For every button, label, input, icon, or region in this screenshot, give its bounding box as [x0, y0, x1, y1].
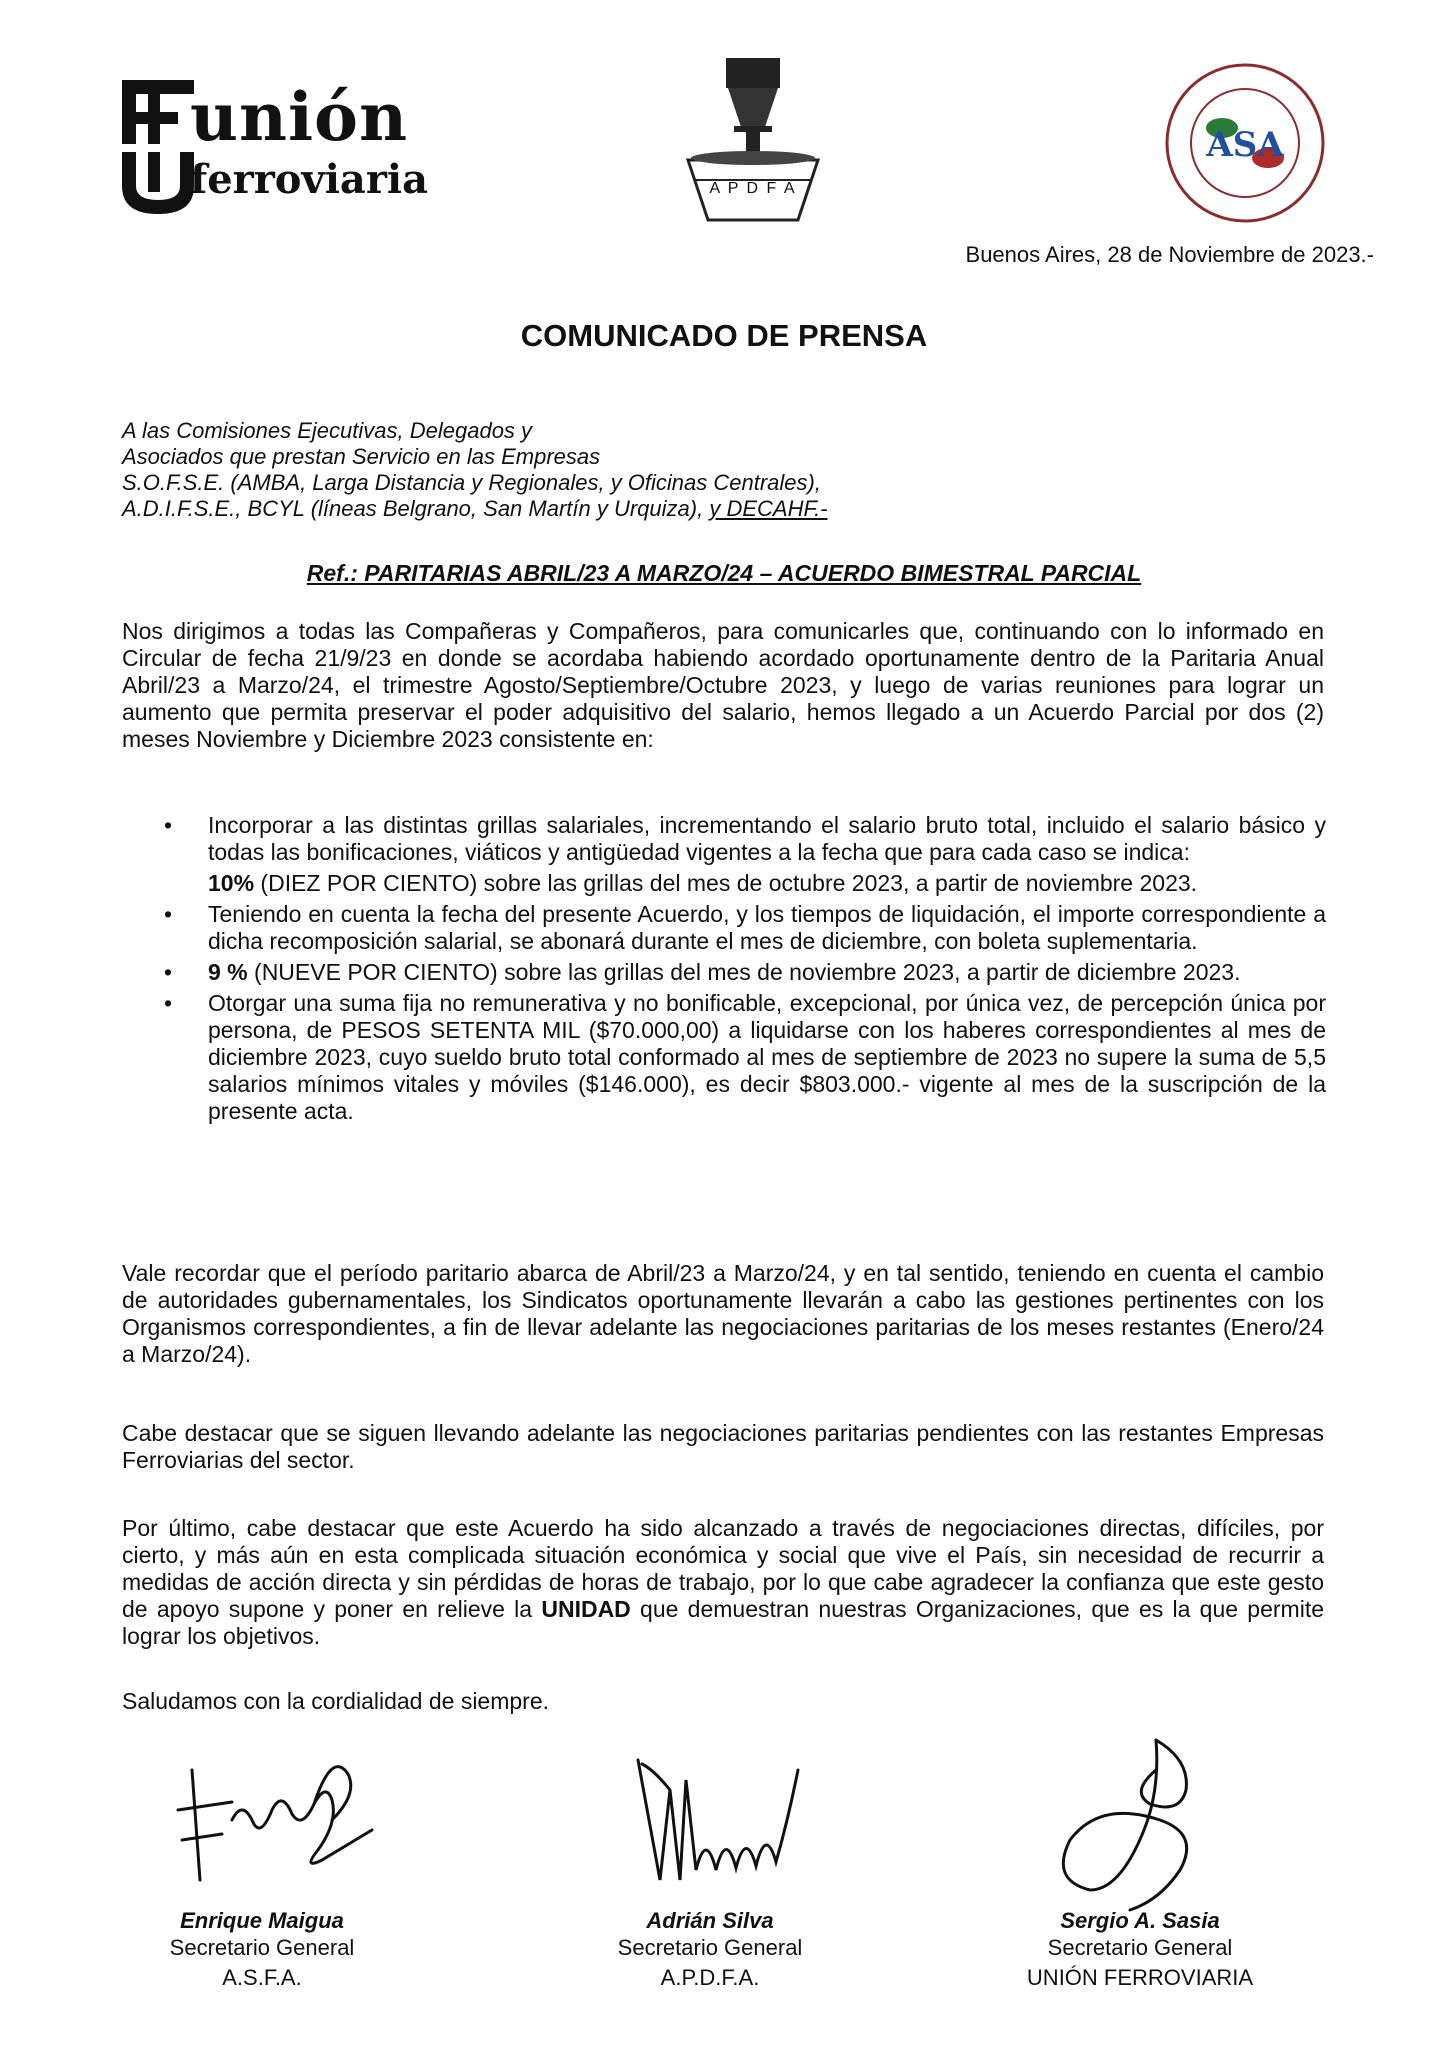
signatory-name: Sergio A. Sasia	[1060, 1908, 1220, 1933]
handwritten-signature-icon	[530, 1730, 890, 1900]
signatory-organization: UNIÓN FERROVIARIA	[1026, 1965, 1254, 1990]
handwritten-signature-icon	[82, 1730, 442, 1900]
logo-ferroviaria-word: ferroviaria	[190, 156, 429, 203]
bullet-text: Otorgar una suma fija no remunerativa y no bonificable, excepcional, por única vez, de percepción única por persona, de PESOS SETENTA MIL ($70.000,00) a liquidarse con los haberes correspondientes al mes de diciembre 2023, cuyo sueldo bruto total conformado al mes de septiembre de 2023 no supere la suma de 5,5 salarios mínimos vitales y móviles ($146.000), es decir $803.000.- vigente al mes de la suscripción de la presente acta.	[208, 990, 1326, 1124]
asfa-seal-icon	[1160, 58, 1330, 228]
bullet-icon: •	[164, 959, 173, 985]
list-item	[160, 812, 1326, 897]
bullet-icon: •	[164, 812, 173, 838]
addressee-underlined-text: y DECAHF.-	[709, 496, 828, 521]
addressee-block	[122, 418, 828, 522]
bullet-text	[208, 959, 1326, 986]
percentage-bold: 9 %	[208, 959, 248, 985]
signature-block	[82, 1730, 442, 2030]
apdfa-letters: A P D F A	[709, 180, 797, 197]
apdfa-shield-icon	[668, 50, 838, 225]
signature-block	[530, 1730, 890, 2030]
unidad-bold: UNIDAD	[541, 1596, 631, 1622]
signatory-role: Secretario General	[1047, 1935, 1233, 1960]
bullet-text: Incorporar a las distintas grillas salariales, incrementando el salario bruto total, incluido el salario básico y todas las bonificaciones, viáticos y antigüedad vigentes a la fecha que para cada caso se indica:	[208, 812, 1326, 865]
apdfa-logo	[668, 50, 838, 225]
list-item	[160, 959, 1326, 986]
addressee-line	[122, 496, 828, 522]
handwritten-signature-icon	[960, 1730, 1320, 1920]
document-date: Buenos Aires, 28 de Noviembre de 2023.-	[965, 242, 1374, 267]
bullet-subline	[208, 870, 1326, 897]
paragraph-text: que demuestran nuestras Organizaciones, que es la que permite lograr los objetivos.	[122, 1596, 1324, 1649]
pending-negotiations-paragraph: Cabe destacar que se siguen llevando adelante las negociaciones paritarias pendientes con las restantes Empresas Ferroviarias del sector.	[122, 1420, 1324, 1473]
logo-union-word: unión	[190, 78, 409, 156]
paragraph-text: Por último, cabe destacar que este Acuerdo ha sido alcanzado a través de negociaciones directas, difíciles, por cierto, y más aún en esta complicada situación económica y social que vive el País, sin necesidad de recurrir a medidas de acción directa y sin pérdidas de horas de trabajo, por lo que cabe agradecer la confianza que este gesto de apoyo supone y poner en relieve la	[122, 1515, 1324, 1622]
salutation: Saludamos con la cordialidad de siempre.	[122, 1688, 550, 1714]
bullet-subline-text: (DIEZ POR CIENTO) sobre las grillas del mes de octubre 2023, a partir de noviembre 2023.	[254, 870, 1198, 896]
intro-paragraph: Nos dirigimos a todas las Compañeras y Compañeros, para comunicarles que, continuando con lo informado en Circular de fecha 21/9/23 en donde se acordaba habiendo acordado oportunamente dentro de la Paritaria Anual Abril/23 a Marzo/24, el trimestre Agosto/Septiembre/Octubre 2023, y luego de varias reuniones para lograr un aumento que permita preservar el poder adquisitivo del salario, hemos llegado a un Acuerdo Parcial por dos (2) meses Noviembre y Diciembre 2023 consistente en:	[122, 618, 1324, 752]
union-ferroviaria-emblem-icon	[118, 74, 198, 214]
addressee-line-text: A.D.I.F.S.E., BCYL (líneas Belgrano, San Martín y Urquiza),	[122, 496, 710, 521]
signatory-role: Secretario General	[617, 1935, 803, 1960]
signatory-name: Enrique Maigua	[180, 1908, 344, 1933]
asfa-logo	[1160, 58, 1330, 228]
percentage-bold: 10%	[208, 870, 255, 896]
addressee-line: A las Comisiones Ejecutivas, Delegados y	[122, 418, 533, 443]
bullet-icon: •	[164, 901, 173, 927]
addressee-line: S.O.F.S.E. (AMBA, Larga Distancia y Regionales, y Oficinas Centrales),	[122, 470, 821, 495]
svg-text:ASA: ASA	[1206, 125, 1284, 165]
addressee-line: Asociados que prestan Servicio en las Empresas	[122, 444, 601, 469]
bullet-text: Teniendo en cuenta la fecha del presente Acuerdo, y los tiempos de liquidación, el importe correspondiente a dicha recomposición salarial, se abonará durante el mes de diciembre, con boleta suplementaria.	[208, 901, 1326, 954]
signatory-name: Adrián Silva	[646, 1908, 774, 1933]
signatory-organization: A.P.D.F.A.	[660, 1965, 760, 1990]
reference-line: Ref.: PARITARIAS ABRIL/23 A MARZO/24 – ACUERDO BIMESTRAL PARCIAL	[306, 560, 1142, 586]
paritarias-paragraph: Vale recordar que el período paritario abarca de Abril/23 a Marzo/24, y en tal sentido, teniendo en cuenta el cambio de autoridades gubernamentales, los Sindicatos oportunamente llevarán a cabo las gestiones pertinentes con los Organismos correspondientes, a fin de llevar adelante las negociaciones paritarias de los meses restantes (Enero/24 a Marzo/24).	[122, 1260, 1324, 1367]
agreement-bullet-list	[160, 812, 1326, 1129]
signatory-role: Secretario General	[169, 1935, 355, 1960]
list-item	[160, 901, 1326, 955]
union-ferroviaria-logo	[118, 68, 448, 218]
bullet-text-rest: (NUEVE POR CIENTO) sobre las grillas del mes de noviembre 2023, a partir de diciembre 2023.	[247, 959, 1241, 985]
bullet-icon: •	[164, 990, 173, 1016]
document-title: COMUNICADO DE PRENSA	[520, 318, 928, 353]
signature-block	[960, 1730, 1320, 2030]
signatory-organization: A.S.F.A.	[222, 1965, 302, 1990]
list-item	[160, 990, 1326, 1125]
closing-remarks-paragraph	[122, 1515, 1324, 1650]
